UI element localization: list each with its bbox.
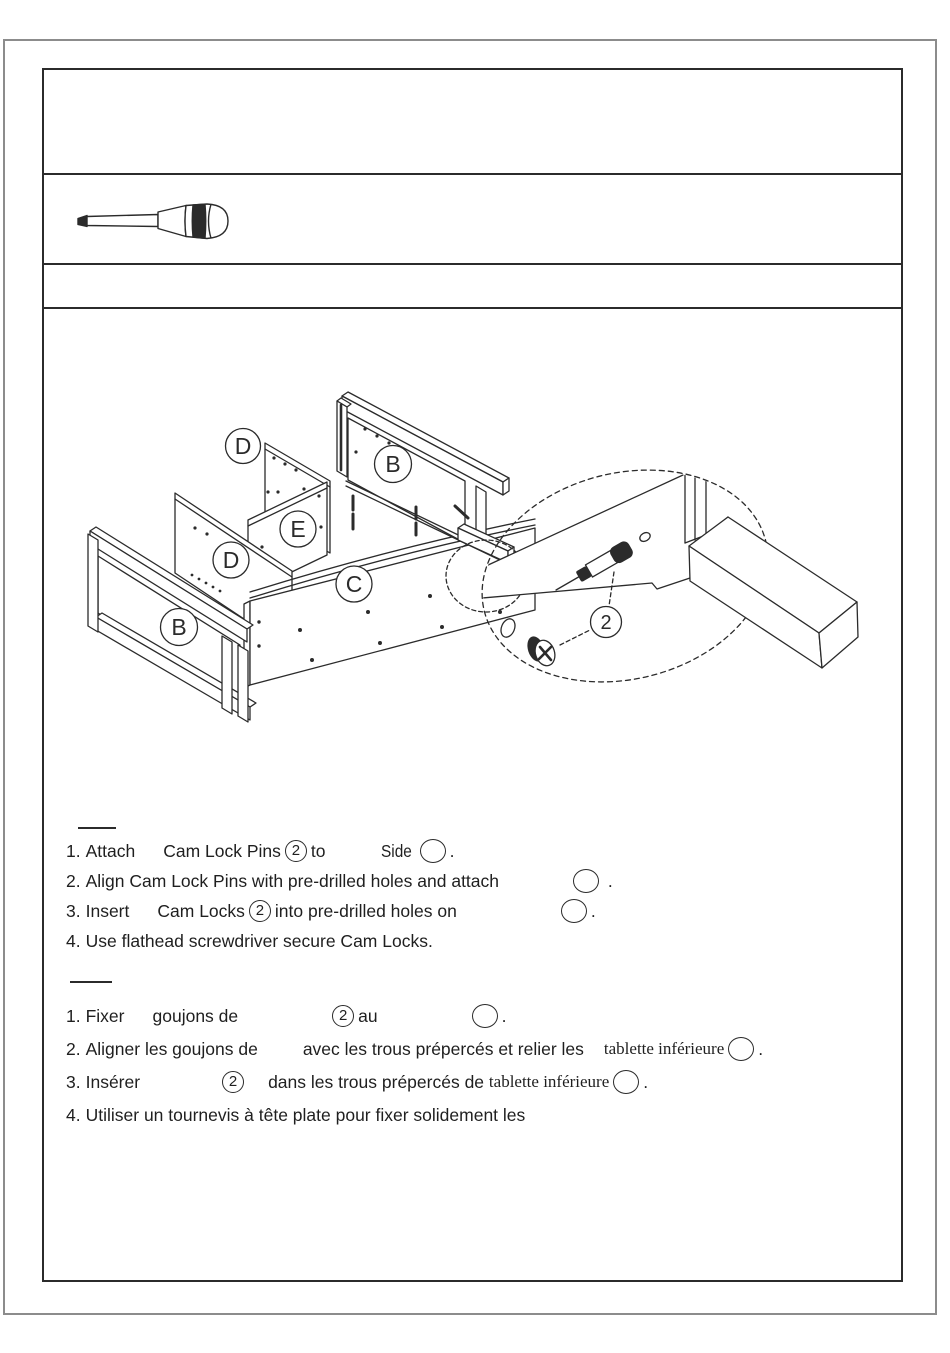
part-placeholder-circle xyxy=(613,1070,639,1094)
step-text-serif: tablette inférieure xyxy=(488,1072,610,1091)
quantity-value: 2 xyxy=(228,1073,238,1090)
period: . xyxy=(643,1072,649,1092)
cam-hole-outline xyxy=(498,617,517,639)
step-text: Insert xyxy=(85,901,130,921)
period: . xyxy=(449,841,455,861)
period: . xyxy=(758,1039,764,1059)
step-text: Side xyxy=(380,841,412,861)
screwdriver-handle-band xyxy=(192,204,206,238)
section-divider-1 xyxy=(43,173,902,175)
part-placeholder-circle xyxy=(728,1037,754,1061)
step-text: au xyxy=(358,1006,378,1026)
english-block-rule xyxy=(78,827,116,829)
part-label-d1: D xyxy=(234,433,252,459)
period: . xyxy=(590,901,596,921)
en-step-1 xyxy=(66,839,454,863)
flathead-screwdriver-illustration xyxy=(68,198,248,248)
period: . xyxy=(501,1006,507,1026)
fr-step-1 xyxy=(66,1004,506,1028)
quantity-value: 2 xyxy=(291,842,301,859)
fr-step-4 xyxy=(66,1103,525,1127)
step-number: 1. xyxy=(66,1006,81,1026)
step-text: Use flathead screwdriver secure Cam Locks. xyxy=(85,931,433,951)
quantity-circle xyxy=(285,840,307,862)
step-text: Cam Lock Pins xyxy=(163,841,281,861)
step-text: Align Cam Lock Pins with pre-drilled holes and attach xyxy=(85,871,500,891)
step-text: dans les trous prépercés de xyxy=(268,1072,485,1092)
part-placeholder-circle xyxy=(573,869,599,893)
quantity-circle xyxy=(222,1071,244,1093)
step-number: 2. xyxy=(66,1039,81,1059)
step-text: to xyxy=(310,841,326,861)
quantity-value: 2 xyxy=(255,902,265,919)
fr-step-3 xyxy=(66,1070,648,1094)
step-text-serif: tablette inférieure xyxy=(603,1039,725,1058)
part-label-c: C xyxy=(345,571,363,597)
period: . xyxy=(607,871,613,891)
detail-qty-label: 2 xyxy=(600,612,612,634)
en-step-4 xyxy=(66,929,433,953)
en-step-3 xyxy=(66,899,596,923)
step-number: 3. xyxy=(66,901,81,921)
part-placeholder-circle xyxy=(561,899,587,923)
step-number: 4. xyxy=(66,931,81,951)
french-block-rule xyxy=(70,981,112,983)
step-text: avec les trous prépercés et relier les xyxy=(302,1039,584,1059)
part-label-e: E xyxy=(290,516,306,542)
step-text: goujons de xyxy=(152,1006,239,1026)
step-number: 3. xyxy=(66,1072,81,1092)
step-text: Insérer xyxy=(85,1072,141,1092)
quantity-value: 2 xyxy=(338,1007,348,1024)
screwdriver-ferrule xyxy=(158,206,186,237)
leader-to-cam xyxy=(560,630,590,645)
part-label-b1: B xyxy=(385,451,401,477)
cam-lock xyxy=(524,634,558,668)
step-number: 2. xyxy=(66,871,81,891)
step-text: Attach xyxy=(85,841,136,861)
detail-magnified-rail xyxy=(689,517,858,668)
step-text: into pre-drilled holes on xyxy=(274,901,457,921)
part-label-b2: B xyxy=(171,614,187,640)
part-label-d2: D xyxy=(222,547,240,573)
step-text: Utiliser un tournevis à tête plate pour fixer solidement les xyxy=(85,1105,526,1125)
en-step-2 xyxy=(66,869,613,893)
section-divider-2 xyxy=(43,263,902,265)
screwdriver-tip xyxy=(78,216,87,227)
section-divider-3 xyxy=(43,307,902,309)
fr-step-2 xyxy=(66,1037,763,1061)
step-text: Cam Locks xyxy=(157,901,245,921)
step-number: 4. xyxy=(66,1105,81,1125)
step-number: 1. xyxy=(66,841,81,861)
screwdriver-shaft xyxy=(87,215,158,227)
part-placeholder-circle xyxy=(472,1004,498,1028)
part-placeholder-circle xyxy=(420,839,446,863)
step-text: Aligner les goujons de xyxy=(85,1039,258,1059)
assembly-diagram xyxy=(42,310,903,790)
quantity-circle xyxy=(332,1005,354,1027)
side-frame-right-b xyxy=(337,392,514,563)
step-text: Fixer xyxy=(85,1006,125,1026)
quantity-circle xyxy=(249,900,271,922)
screwdriver-handle xyxy=(185,204,228,239)
